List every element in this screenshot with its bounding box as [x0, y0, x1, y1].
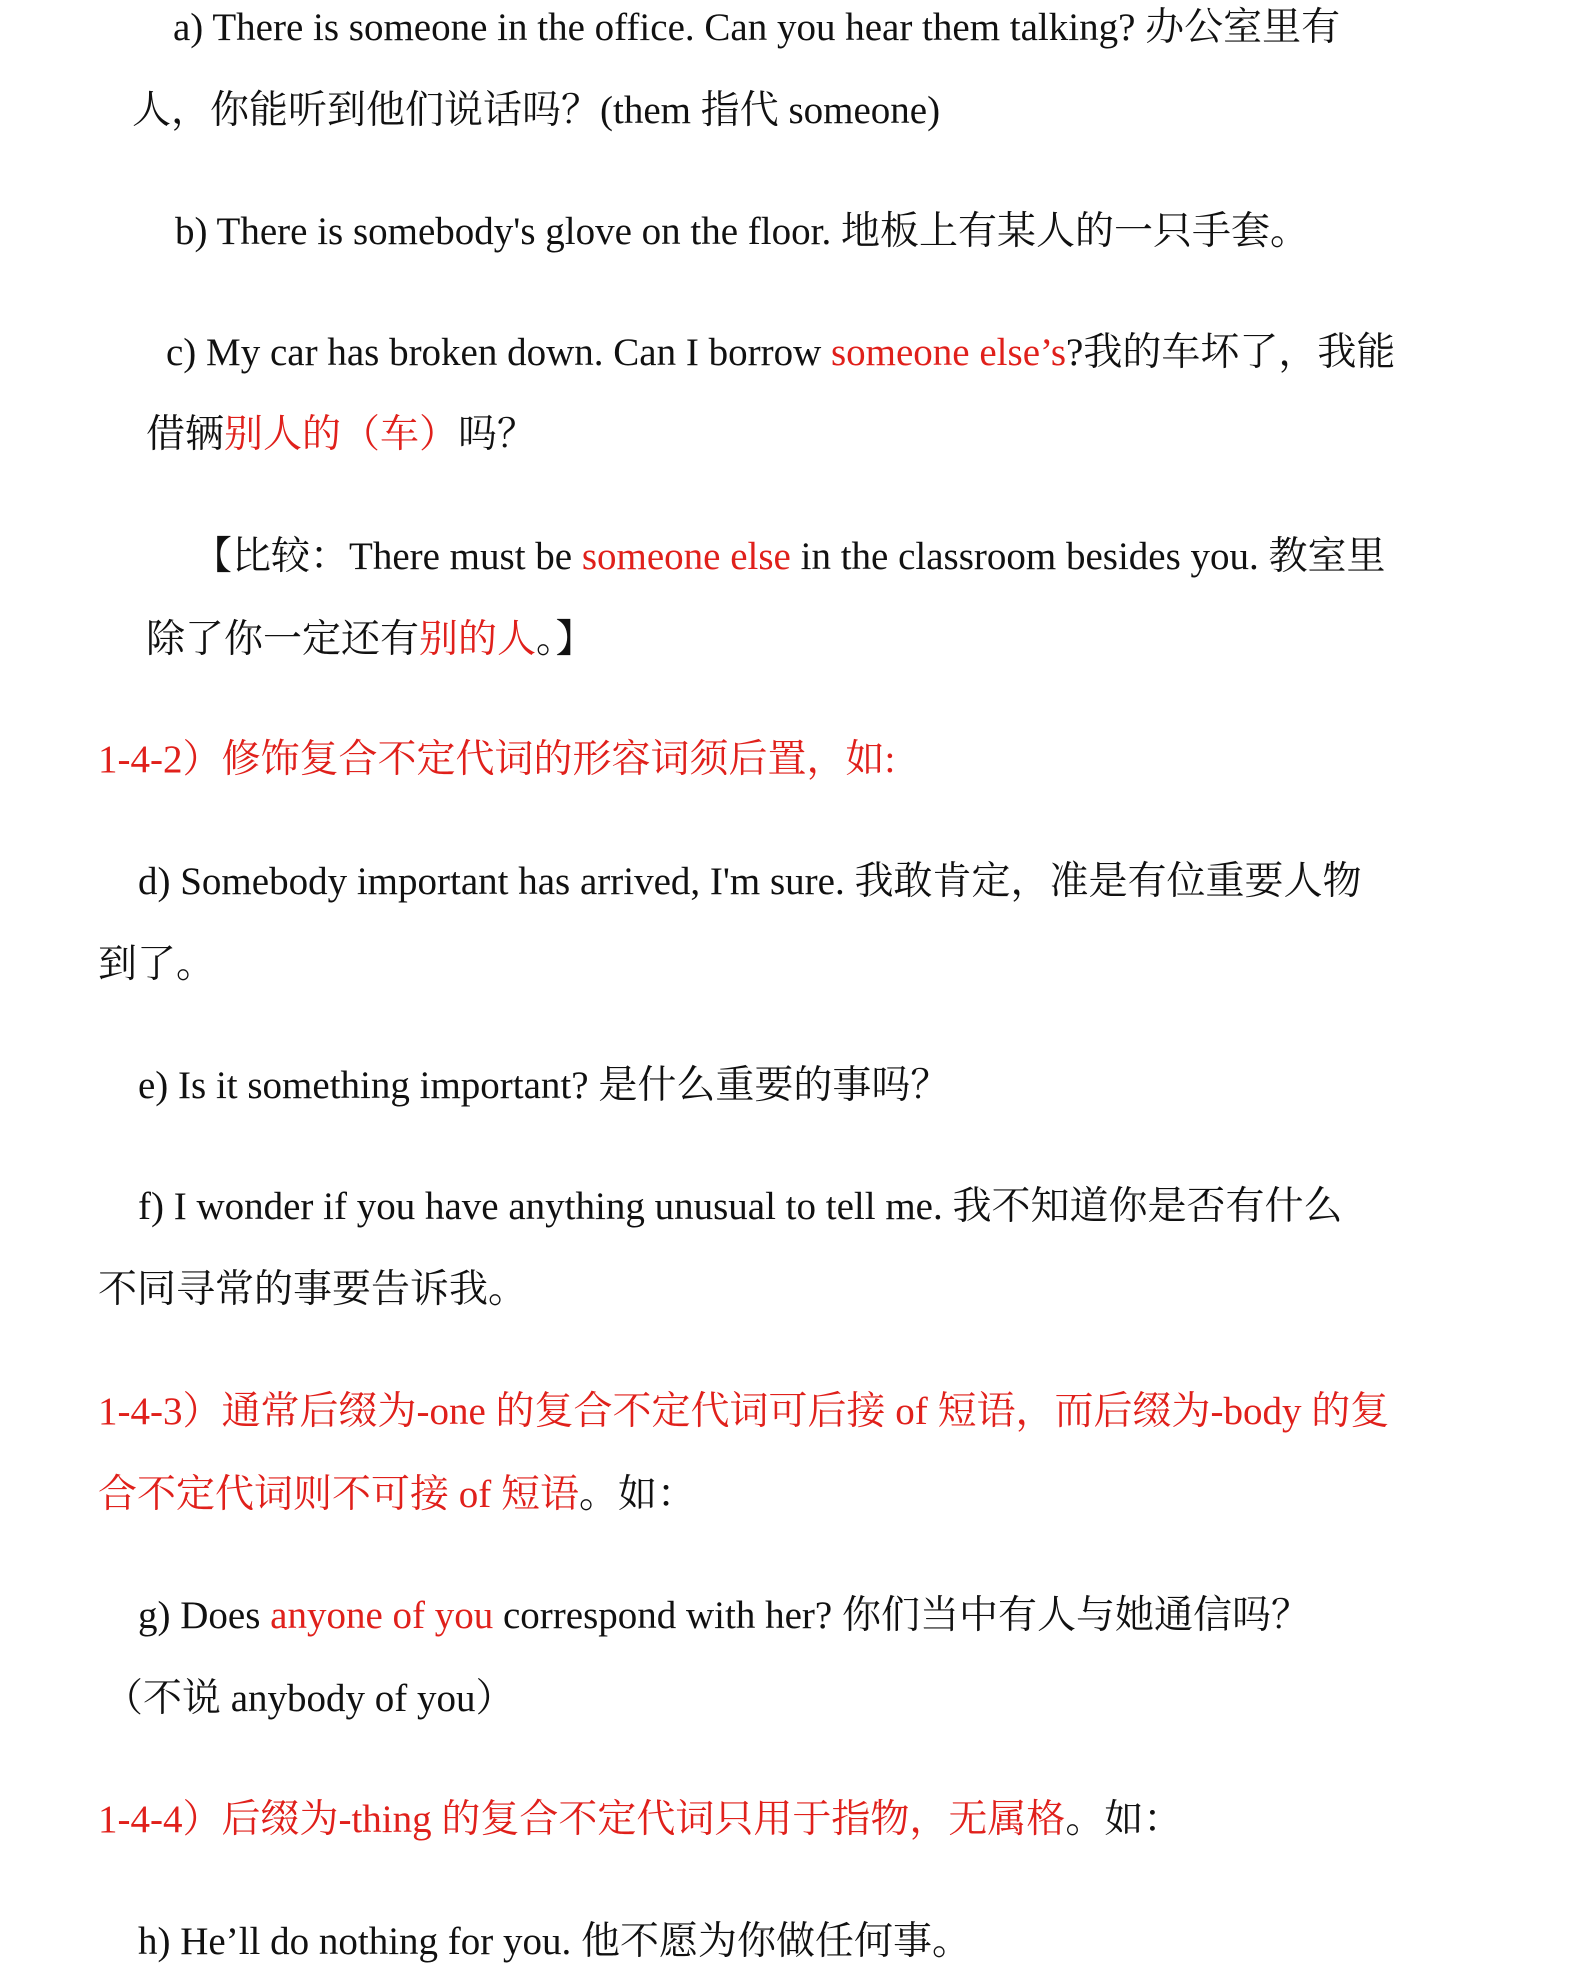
text-segment: 别的人 [419, 618, 537, 661]
text-segment: 1-4-4）后缀为-thing 的复合不定代词只用于指物，无属格 [98, 1798, 1066, 1841]
example-d-line-2 [98, 940, 1587, 990]
example-a-line-2 [132, 86, 1587, 136]
example-f-line-2 [98, 1265, 1587, 1315]
text-segment: f) I wonder if you have anything unusual to tell me. 我不知道你是否有什么 [138, 1185, 1343, 1228]
text-segment: 借辆 [146, 413, 225, 456]
example-g-line-2 [104, 1674, 1587, 1724]
text-segment: someone else [581, 535, 791, 578]
text-segment: 除了你一定还有 [146, 618, 420, 661]
text-segment: a) There is someone in the office. Can you hear them talking? 办公室里有 [173, 6, 1341, 49]
example-a-line-1 [173, 3, 1587, 53]
text-segment: anyone of you [270, 1594, 494, 1637]
text-segment: d) Somebody important has arrived, I'm sure. 我敢肯定，准是有位重要人物 [138, 860, 1362, 903]
comparison-note-line-1 [193, 532, 1587, 582]
example-f-line-1 [138, 1182, 1587, 1232]
text-segment: 1-4-2）修饰复合不定代词的形容词须后置，如: [98, 738, 896, 781]
text-segment: 。如： [579, 1473, 697, 1516]
example-c-line-2 [146, 410, 1587, 460]
text-segment: b) There is somebody's glove on the floor. 地板上有某人的一只手套。 [175, 210, 1309, 253]
text-segment: （不说 anybody of you） [104, 1677, 515, 1720]
example-d-line-1 [138, 857, 1587, 907]
comparison-note-line-2 [146, 615, 1587, 665]
text-segment: 【比较：There must be [193, 535, 582, 578]
example-b-line-1 [175, 207, 1587, 257]
text-segment: correspond with her? 你们当中有人与她通信吗？ [493, 1594, 1310, 1637]
text-segment: 不同寻常的事要告诉我。 [98, 1268, 528, 1311]
text-segment: 。】 [536, 618, 595, 661]
example-c-line-1 [166, 328, 1587, 378]
text-segment: 合不定代词则不可接 of 短语 [98, 1473, 579, 1516]
text-segment: 。如： [1065, 1798, 1183, 1841]
text-segment: 人，你能听到他们说话吗？(them 指代 someone) [132, 89, 941, 132]
example-g-line-1 [138, 1591, 1587, 1641]
text-segment: c) My car has broken down. Can I borrow [166, 331, 831, 374]
text-segment: 吗？ [458, 413, 537, 456]
section-heading-1-4-3-line-2 [98, 1470, 1587, 1520]
text-segment: e) Is it something important? 是什么重要的事吗？ [138, 1064, 950, 1107]
section-heading-1-4-2 [98, 735, 1587, 785]
section-heading-1-4-4 [98, 1795, 1587, 1845]
text-segment: ?我的车坏了，我能 [1066, 331, 1396, 374]
text-segment: g) Does [138, 1594, 271, 1637]
section-heading-1-4-3-line-1 [98, 1387, 1587, 1437]
text-segment: 别人的（车） [224, 413, 459, 456]
example-e-line-1 [138, 1061, 1587, 1111]
text-segment: h) He’ll do nothing for you. 他不愿为你做任何事。 [138, 1920, 972, 1963]
text-segment: someone else’s [830, 331, 1067, 374]
example-h-line-1 [138, 1917, 1587, 1967]
text-segment: in the classroom besides you. 教室里 [790, 535, 1386, 578]
text-segment: 到了。 [98, 943, 216, 986]
text-segment: 1-4-3）通常后缀为-one 的复合不定代词可后接 of 短语，而后缀为-body 的复 [98, 1390, 1390, 1433]
